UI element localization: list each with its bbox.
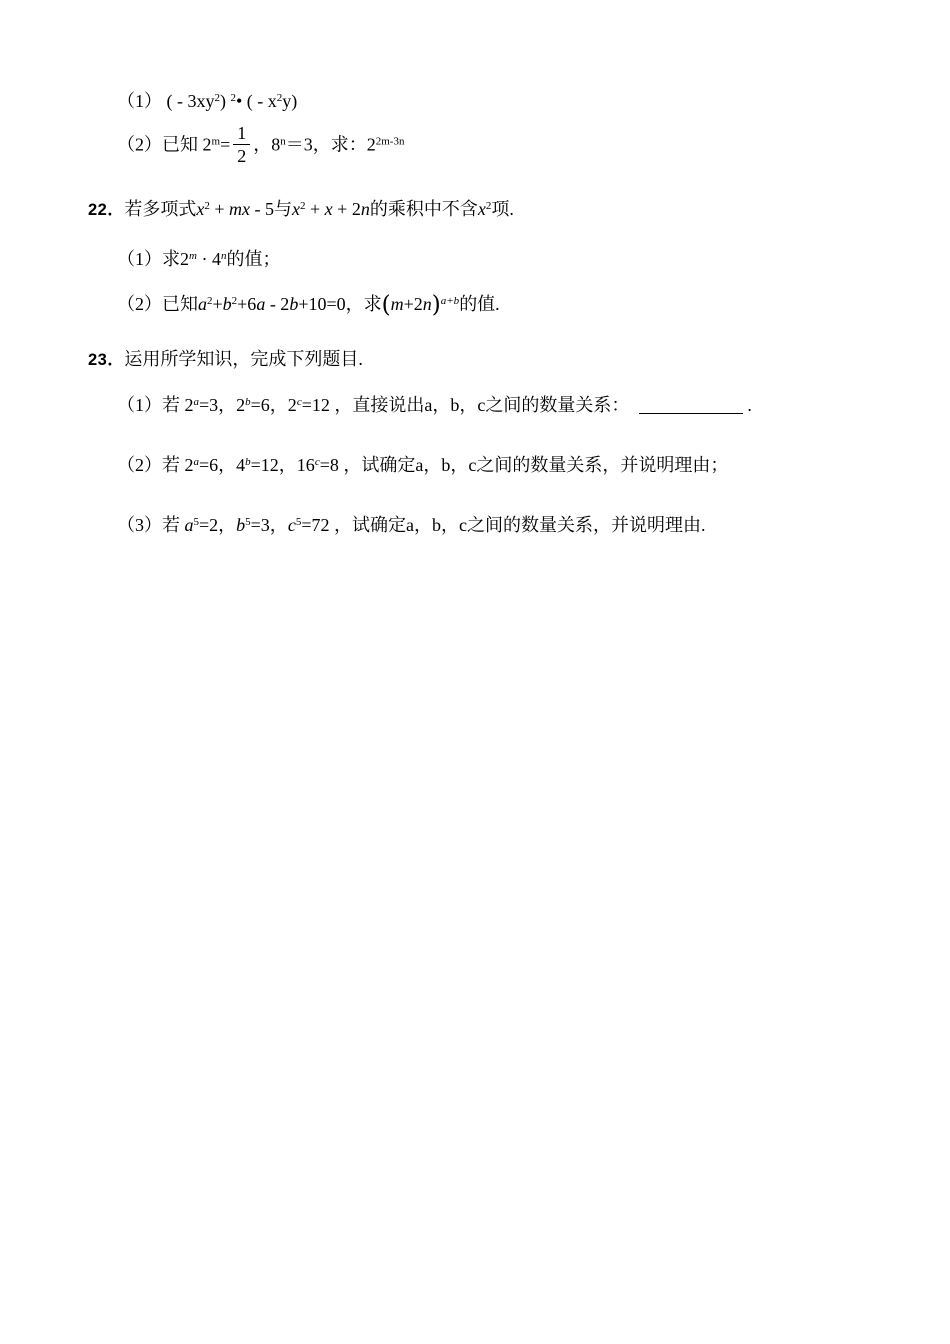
text-run: =2，: [199, 515, 237, 535]
answer-blank: [639, 409, 743, 414]
text-run: 的值；: [226, 249, 281, 269]
text-run: （2）已知: [117, 294, 198, 314]
superscript: 2: [230, 92, 236, 104]
problem23-part2-line: [117, 452, 728, 478]
text-run: =6，4: [199, 455, 246, 475]
superscript: 2: [276, 92, 283, 104]
text-run: ，8: [253, 134, 281, 155]
math-variable: b: [236, 515, 246, 535]
superscript: 2: [300, 200, 306, 212]
superscript: 2: [214, 92, 220, 104]
math-variable: b: [222, 294, 232, 314]
math-variable: a: [184, 515, 194, 535]
fraction: [233, 122, 250, 167]
superscript-italic: a: [193, 456, 199, 468]
superscript: 2: [207, 295, 213, 307]
problem23-part1-line: [117, 392, 752, 418]
superscript-italic: n: [220, 250, 227, 262]
problem22-part1-line: [117, 246, 280, 272]
problem21-part1-line: [117, 88, 297, 114]
fraction-numerator: 1: [237, 123, 247, 143]
big-paren: (: [381, 292, 391, 318]
superscript: 2m-3n: [375, 135, 405, 148]
math-variable: x: [477, 199, 486, 219]
superscript-italic: b: [245, 396, 251, 408]
text-run: 的乘积中不含: [369, 199, 478, 219]
math-variable: n: [360, 199, 370, 219]
superscript: 2: [485, 200, 492, 212]
fraction-denominator: 2: [233, 144, 250, 167]
text-run: 若多项式: [124, 199, 197, 219]
superscript-italic: c: [314, 456, 320, 468]
superscript: 2: [204, 200, 210, 212]
text-run: （1）求2: [117, 249, 189, 269]
text-run: +10=0，求: [298, 294, 382, 314]
problem-number: 22．: [88, 201, 125, 219]
superscript: m: [211, 135, 221, 148]
math-variable: b: [289, 294, 299, 314]
text-run: + 2: [332, 199, 361, 219]
text-run: =3，: [250, 515, 288, 535]
text-run: ＝3，求：2: [285, 134, 376, 155]
math-variable: n: [422, 294, 432, 314]
math-variable: x: [196, 199, 205, 219]
text-run: 运用所学知识，完成下列题目.: [124, 349, 363, 369]
text-run: - 5与: [250, 199, 293, 219]
math-variable: c: [287, 515, 296, 535]
math-variable: m: [390, 294, 404, 314]
math-variable: mx: [229, 199, 251, 219]
text-run: =12，16: [250, 455, 315, 475]
text-run: +: [212, 294, 223, 314]
text-run: （1）若 2: [117, 395, 194, 415]
text-run: （1） ( - 3xy: [117, 91, 215, 111]
superscript-italic: m: [189, 250, 197, 262]
superscript-italic: a: [193, 396, 199, 408]
text-run: =: [220, 134, 231, 155]
text-run: （2）已知 2: [117, 134, 212, 155]
text-run: 项.: [491, 199, 514, 219]
text-run: =8 ，试确定a，b，c之间的数量关系，并说明理由；: [319, 455, 729, 475]
big-paren: ): [431, 292, 441, 318]
text-run: y): [282, 91, 298, 111]
superscript-italic: a+b: [440, 295, 460, 307]
text-run: · 4: [196, 249, 221, 269]
text-run: （3）若: [117, 515, 185, 535]
math-variable: a: [198, 294, 207, 314]
problem21-part2-line: [117, 124, 404, 169]
problem-number: 23．: [88, 351, 125, 369]
text-run: =12 ，直接说出a，b，c之间的数量关系：: [301, 395, 630, 415]
text-run: +2: [403, 294, 423, 314]
superscript: 5: [193, 516, 199, 528]
superscript: 5: [245, 516, 251, 528]
problem23-part3-line: [117, 512, 705, 538]
text-run: - 2: [265, 294, 290, 314]
problem22-stem-line: [88, 196, 514, 223]
superscript: 5: [295, 516, 302, 528]
text-run: =72 ，试确定a，b，c之间的数量关系，并说明理由.: [301, 515, 706, 535]
text-run: +6: [237, 294, 257, 314]
text-run: .: [747, 395, 752, 415]
text-run: • ( - x: [236, 91, 277, 111]
superscript-italic: c: [296, 396, 302, 408]
superscript: n: [280, 135, 286, 148]
math-variable: x: [324, 199, 333, 219]
text-run: ): [220, 91, 231, 111]
text-run: +: [209, 199, 230, 219]
math-variable: a: [256, 294, 266, 314]
text-run: 的值.: [459, 294, 500, 314]
superscript: 2: [231, 295, 238, 307]
superscript-italic: b: [245, 456, 251, 468]
text-run: +: [305, 199, 325, 219]
text-run: =6，2: [250, 395, 297, 415]
math-variable: x: [292, 199, 301, 219]
text-run: =3，2: [199, 395, 246, 415]
text-run: （2）若 2: [117, 455, 194, 475]
problem22-part2-line: [117, 291, 500, 317]
problem23-stem-line: [88, 346, 363, 373]
